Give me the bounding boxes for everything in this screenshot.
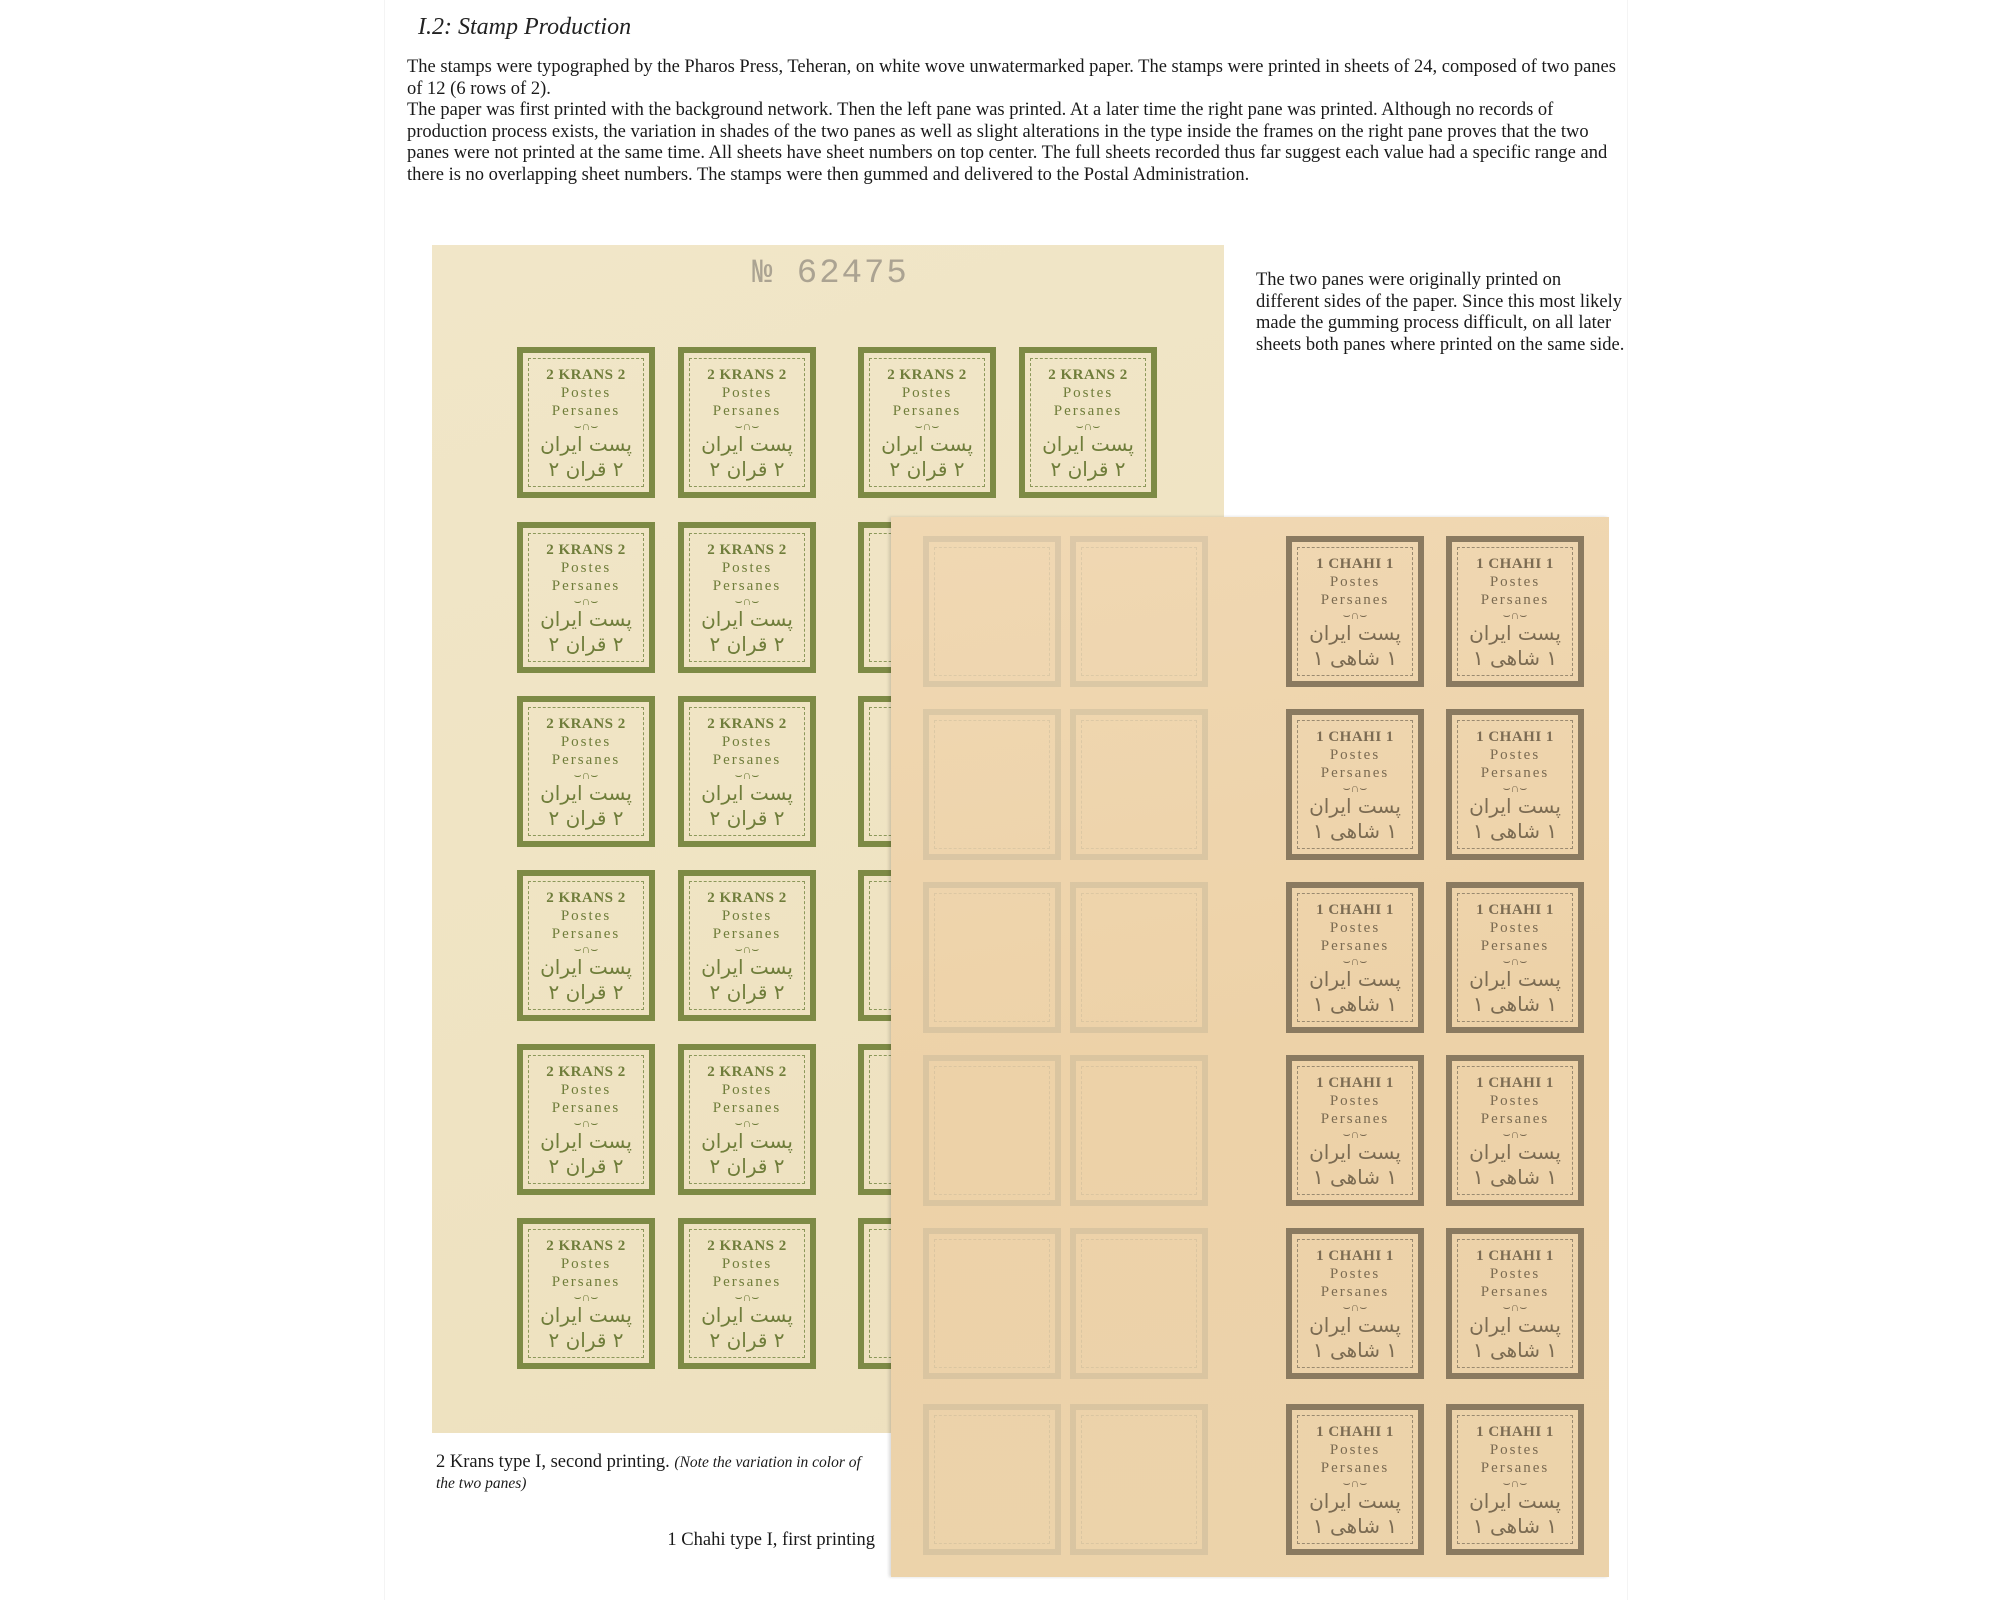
stamp: [678, 1218, 816, 1369]
stamp-arabic1: پست ایران: [540, 1303, 632, 1327]
krans-caption-note: (Note the variation in color of the two panes): [436, 1454, 861, 1492]
stamp-frame-only: [1070, 536, 1208, 687]
stamp-line3: Persanes: [1320, 1460, 1390, 1476]
stamp-ornament: ⌣∩⌣: [573, 594, 599, 608]
stamp-value: 2 KRANS 2: [707, 1238, 787, 1254]
stamp-arabic2: ۲ قران ۲: [548, 1154, 624, 1178]
stamp-ornament: ⌣∩⌣: [734, 1290, 760, 1304]
stamp-ornament: ⌣∩⌣: [1342, 1300, 1368, 1314]
stamp-frame-only: [923, 1055, 1061, 1206]
stamp-arabic2: ۱ شاهی ۱: [1312, 1514, 1398, 1538]
stamp-frame: [1081, 720, 1197, 849]
krans-caption-text: 2 Krans type I, second printing.: [436, 1452, 670, 1472]
stamp-line3: Persanes: [712, 752, 782, 768]
stamp-arabic1: پست ایران: [1042, 432, 1134, 456]
stamp-frame-only: [1070, 882, 1208, 1033]
stamp-arabic2: ۱ شاهی ۱: [1472, 819, 1558, 843]
stamp-value: 1 CHAHI 1: [1476, 729, 1554, 745]
stamp-ornament: ⌣∩⌣: [573, 419, 599, 433]
stamp-line3: Persanes: [1480, 1111, 1550, 1127]
stamp-arabic2: ۱ شاهی ۱: [1312, 819, 1398, 843]
stamp-arabic1: پست ایران: [540, 607, 632, 631]
stamp-line2: Postes: [1329, 574, 1381, 590]
stamp-ornament: ⌣∩⌣: [1502, 1127, 1528, 1141]
stamp: [678, 1044, 816, 1195]
stamp-frame: [934, 1415, 1050, 1544]
stamp-arabic1: پست ایران: [701, 1129, 793, 1153]
stamp-ornament: ⌣∩⌣: [573, 1290, 599, 1304]
stamp-frame-only: [923, 882, 1061, 1033]
stamp: [678, 522, 816, 673]
stamp-line2: Postes: [1329, 747, 1381, 763]
stamp-arabic2: ۲ قران ۲: [709, 806, 785, 830]
stamp-value: 2 KRANS 2: [887, 367, 967, 383]
stamp-arabic1: پست ایران: [1469, 621, 1561, 645]
stamp-line2: Postes: [1329, 1266, 1381, 1282]
stamp-frame: [1081, 1066, 1197, 1195]
stamp-line2: Postes: [721, 734, 773, 750]
stamp-value: 2 KRANS 2: [546, 716, 626, 732]
stamp-arabic2: ۲ قران ۲: [548, 632, 624, 656]
stamp-arabic1: پست ایران: [540, 955, 632, 979]
stamp-value: 2 KRANS 2: [707, 716, 787, 732]
stamp-arabic1: پست ایران: [701, 955, 793, 979]
stamp-line2: Postes: [721, 908, 773, 924]
stamp-arabic2: ۲ قران ۲: [548, 980, 624, 1004]
chahi-sheet-image: [891, 517, 1609, 1577]
stamp-line2: Postes: [721, 560, 773, 576]
intro-text: [407, 57, 1622, 186]
stamp-arabic2: ۱ شاهی ۱: [1472, 1165, 1558, 1189]
stamp-frame-only: [1070, 1228, 1208, 1379]
stamp-ornament: ⌣∩⌣: [1502, 608, 1528, 622]
stamp-arabic1: پست ایران: [1309, 621, 1401, 645]
stamp-line3: Persanes: [1320, 1284, 1390, 1300]
stamp: [858, 347, 996, 498]
stamp-line2: Postes: [721, 385, 773, 401]
stamp-arabic1: پست ایران: [1469, 1489, 1561, 1513]
stamp-value: 2 KRANS 2: [546, 1238, 626, 1254]
stamp-frame-only: [923, 536, 1061, 687]
stamp-line3: Persanes: [1320, 1111, 1390, 1127]
stamp-arabic1: پست ایران: [701, 1303, 793, 1327]
stamp-arabic2: ۲ قران ۲: [548, 457, 624, 481]
stamp-arabic1: پست ایران: [701, 432, 793, 456]
stamp-arabic1: پست ایران: [1469, 1140, 1561, 1164]
stamp-line3: Persanes: [551, 578, 621, 594]
stamp-line2: Postes: [901, 385, 953, 401]
stamp: [517, 347, 655, 498]
side-note: The two panes were originally printed on different sides of the paper. Since this most likely made the gumming process difficult, on all later sheets both panes where printed on the same side.: [1256, 270, 1625, 355]
stamp-frame-only: [923, 1228, 1061, 1379]
stamp-frame-only: [923, 709, 1061, 860]
stamp: [517, 870, 655, 1021]
stamp-line2: Postes: [560, 1256, 612, 1272]
stamp-frame: [1081, 547, 1197, 676]
krans-caption: [436, 1452, 876, 1494]
stamp-line2: Postes: [1489, 1093, 1541, 1109]
stamp-ornament: ⌣∩⌣: [1342, 1127, 1368, 1141]
stamp-value: 1 CHAHI 1: [1476, 1075, 1554, 1091]
stamp-value: 1 CHAHI 1: [1316, 556, 1394, 572]
stamp-value: 1 CHAHI 1: [1316, 729, 1394, 745]
stamp-arabic2: ۱ شاهی ۱: [1312, 1338, 1398, 1362]
stamp-frame-only: [1070, 1055, 1208, 1206]
stamp-value: 2 KRANS 2: [707, 542, 787, 558]
stamp: [678, 696, 816, 847]
stamp-line3: Persanes: [551, 1100, 621, 1116]
stamp-value: 2 KRANS 2: [1048, 367, 1128, 383]
stamp-value: 1 CHAHI 1: [1476, 556, 1554, 572]
stamp: [1446, 1055, 1584, 1206]
stamp-line2: Postes: [721, 1082, 773, 1098]
stamp-line2: Postes: [560, 908, 612, 924]
stamp-line3: Persanes: [712, 926, 782, 942]
stamp-line3: Persanes: [892, 403, 962, 419]
stamp-ornament: ⌣∩⌣: [734, 768, 760, 782]
stamp-arabic2: ۲ قران ۲: [889, 457, 965, 481]
stamp: [517, 522, 655, 673]
stamp-value: 2 KRANS 2: [546, 1064, 626, 1080]
stamp-arabic1: پست ایران: [1309, 1313, 1401, 1337]
stamp-ornament: ⌣∩⌣: [914, 419, 940, 433]
stamp-frame: [934, 893, 1050, 1022]
stamp: [517, 696, 655, 847]
stamp-ornament: ⌣∩⌣: [1502, 1476, 1528, 1490]
stamp-value: 1 CHAHI 1: [1476, 1248, 1554, 1264]
stamp-line2: Postes: [1329, 1442, 1381, 1458]
stamp-line3: Persanes: [1320, 592, 1390, 608]
stamp-frame: [934, 1239, 1050, 1368]
stamp: [1286, 709, 1424, 860]
stamp-arabic2: ۱ شاهی ۱: [1472, 646, 1558, 670]
stamp-ornament: ⌣∩⌣: [573, 942, 599, 956]
stamp-arabic2: ۱ شاهی ۱: [1312, 646, 1398, 670]
stamp-arabic1: پست ایران: [1309, 794, 1401, 818]
stamp-ornament: ⌣∩⌣: [1502, 781, 1528, 795]
stamp-arabic1: پست ایران: [540, 1129, 632, 1153]
stamp-arabic2: ۲ قران ۲: [709, 980, 785, 1004]
stamp-arabic1: پست ایران: [540, 432, 632, 456]
stamp-value: 1 CHAHI 1: [1476, 902, 1554, 918]
stamp-value: 2 KRANS 2: [546, 542, 626, 558]
intro-paragraph: The stamps were typographed by the Pharos Press, Teheran, on white wove unwatermarked paper. The stamps were printed in sheets of 24, composed of two panes of 12 (6 rows of 2).: [407, 57, 1616, 99]
stamp-arabic1: پست ایران: [1309, 1140, 1401, 1164]
stamp-arabic1: پست ایران: [1309, 967, 1401, 991]
stamp-line3: Persanes: [1480, 938, 1550, 954]
stamp-frame: [934, 720, 1050, 849]
stamp-line2: Postes: [560, 385, 612, 401]
stamp-value: 1 CHAHI 1: [1316, 1248, 1394, 1264]
stamp-frame-only: [923, 1404, 1061, 1555]
stamp-line2: Postes: [1489, 574, 1541, 590]
stamp: [678, 347, 816, 498]
stamp: [1286, 536, 1424, 687]
stamp-line3: Persanes: [1480, 1460, 1550, 1476]
stamp-line3: Persanes: [1053, 403, 1123, 419]
stamp: [517, 1044, 655, 1195]
stamp-arabic2: ۲ قران ۲: [548, 1328, 624, 1352]
stamp-arabic1: پست ایران: [1469, 967, 1561, 991]
sheet-number: № 62475: [752, 255, 909, 293]
page-title: I.2: Stamp Production: [418, 14, 632, 40]
stamp-frame: [1081, 893, 1197, 1022]
stamp-frame-only: [1070, 709, 1208, 860]
stamp-ornament: ⌣∩⌣: [734, 1116, 760, 1130]
stamp: [1446, 882, 1584, 1033]
stamp-value: 2 KRANS 2: [546, 890, 626, 906]
stamp-line3: Persanes: [551, 1274, 621, 1290]
stamp-arabic2: ۱ شاهی ۱: [1472, 1338, 1558, 1362]
stamp-line3: Persanes: [712, 403, 782, 419]
stamp-ornament: ⌣∩⌣: [1502, 1300, 1528, 1314]
stamp-frame: [934, 547, 1050, 676]
stamp-arabic2: ۲ قران ۲: [709, 1328, 785, 1352]
stamp: [517, 1218, 655, 1369]
stamp-value: 1 CHAHI 1: [1316, 1424, 1394, 1440]
intro-paragraph: The paper was first printed with the background network. Then the left pane was printed. At a later time the right pane was printed. Although no records of production process exists, the variation in shades of the two panes as well as slight alterations in the type inside the frames on the right pane proves that the two panes were not printed at the same time. All sheets have sheet numbers on top center. The full sheets recorded thus far suggest each value had a specific range and there is no overlapping sheet numbers. The stamps were then gummed and delivered to the Postal Administration.: [407, 100, 1608, 185]
stamp-ornament: ⌣∩⌣: [1342, 1476, 1368, 1490]
stamp-line3: Persanes: [551, 403, 621, 419]
stamp-ornament: ⌣∩⌣: [1075, 419, 1101, 433]
stamp-value: 1 CHAHI 1: [1316, 902, 1394, 918]
stamp: [1286, 1404, 1424, 1555]
stamp-frame: [1081, 1239, 1197, 1368]
stamp-arabic1: پست ایران: [1469, 794, 1561, 818]
stamp-ornament: ⌣∩⌣: [734, 942, 760, 956]
stamp-arabic1: پست ایران: [701, 607, 793, 631]
stamp: [1286, 882, 1424, 1033]
stamp-ornament: ⌣∩⌣: [573, 768, 599, 782]
stamp-arabic2: ۱ شاهی ۱: [1312, 992, 1398, 1016]
stamp: [1019, 347, 1157, 498]
stamp-line2: Postes: [1062, 385, 1114, 401]
stamp-ornament: ⌣∩⌣: [1342, 781, 1368, 795]
stamp-ornament: ⌣∩⌣: [734, 419, 760, 433]
stamp-line3: Persanes: [712, 1100, 782, 1116]
stamp-ornament: ⌣∩⌣: [1342, 608, 1368, 622]
stamp: [1446, 1404, 1584, 1555]
stamp-arabic1: پست ایران: [701, 781, 793, 805]
stamp-line2: Postes: [1329, 920, 1381, 936]
stamp-arabic2: ۲ قران ۲: [548, 806, 624, 830]
stamp-line2: Postes: [560, 560, 612, 576]
stamp: [1286, 1055, 1424, 1206]
stamp-arabic1: پست ایران: [881, 432, 973, 456]
stamp-value: 1 CHAHI 1: [1476, 1424, 1554, 1440]
stamp-value: 2 KRANS 2: [707, 367, 787, 383]
stamp-arabic1: پست ایران: [540, 781, 632, 805]
stamp-line2: Postes: [560, 734, 612, 750]
stamp-ornament: ⌣∩⌣: [734, 594, 760, 608]
stamp-ornament: ⌣∩⌣: [1502, 954, 1528, 968]
stamp-line2: Postes: [1489, 1266, 1541, 1282]
stamp-line3: Persanes: [712, 1274, 782, 1290]
stamp-line3: Persanes: [1480, 765, 1550, 781]
stamp-line3: Persanes: [551, 752, 621, 768]
stamp-arabic2: ۲ قران ۲: [709, 1154, 785, 1178]
stamp-line2: Postes: [1489, 920, 1541, 936]
stamp: [1286, 1228, 1424, 1379]
stamp: [1446, 536, 1584, 687]
stamp-arabic1: پست ایران: [1309, 1489, 1401, 1513]
stamp-frame: [1081, 1415, 1197, 1544]
stamp-line3: Persanes: [1480, 592, 1550, 608]
stamp-line3: Persanes: [1320, 938, 1390, 954]
stamp-arabic2: ۲ قران ۲: [709, 632, 785, 656]
stamp: [1446, 1228, 1584, 1379]
stamp-line2: Postes: [1329, 1093, 1381, 1109]
stamp-ornament: ⌣∩⌣: [573, 1116, 599, 1130]
stamp-arabic1: پست ایران: [1469, 1313, 1561, 1337]
stamp-arabic2: ۱ شاهی ۱: [1472, 992, 1558, 1016]
stamp: [678, 870, 816, 1021]
stamp-arabic2: ۱ شاهی ۱: [1312, 1165, 1398, 1189]
stamp-line3: Persanes: [1480, 1284, 1550, 1300]
stamp-value: 2 KRANS 2: [707, 1064, 787, 1080]
stamp-value: 2 KRANS 2: [546, 367, 626, 383]
chahi-caption: 1 Chahi type I, first printing: [667, 1530, 875, 1550]
stamp-frame: [934, 1066, 1050, 1195]
stamp-line2: Postes: [560, 1082, 612, 1098]
stamp-line3: Persanes: [551, 926, 621, 942]
stamp-line2: Postes: [721, 1256, 773, 1272]
stamp-line2: Postes: [1489, 1442, 1541, 1458]
stamp-arabic2: ۲ قران ۲: [1050, 457, 1126, 481]
stamp: [1446, 709, 1584, 860]
stamp-ornament: ⌣∩⌣: [1342, 954, 1368, 968]
stamp-frame-only: [1070, 1404, 1208, 1555]
stamp-line2: Postes: [1489, 747, 1541, 763]
stamp-arabic2: ۲ قران ۲: [709, 457, 785, 481]
stamp-line3: Persanes: [712, 578, 782, 594]
stamp-value: 1 CHAHI 1: [1316, 1075, 1394, 1091]
stamp-line3: Persanes: [1320, 765, 1390, 781]
stamp-value: 2 KRANS 2: [707, 890, 787, 906]
stamp-arabic2: ۱ شاهی ۱: [1472, 1514, 1558, 1538]
